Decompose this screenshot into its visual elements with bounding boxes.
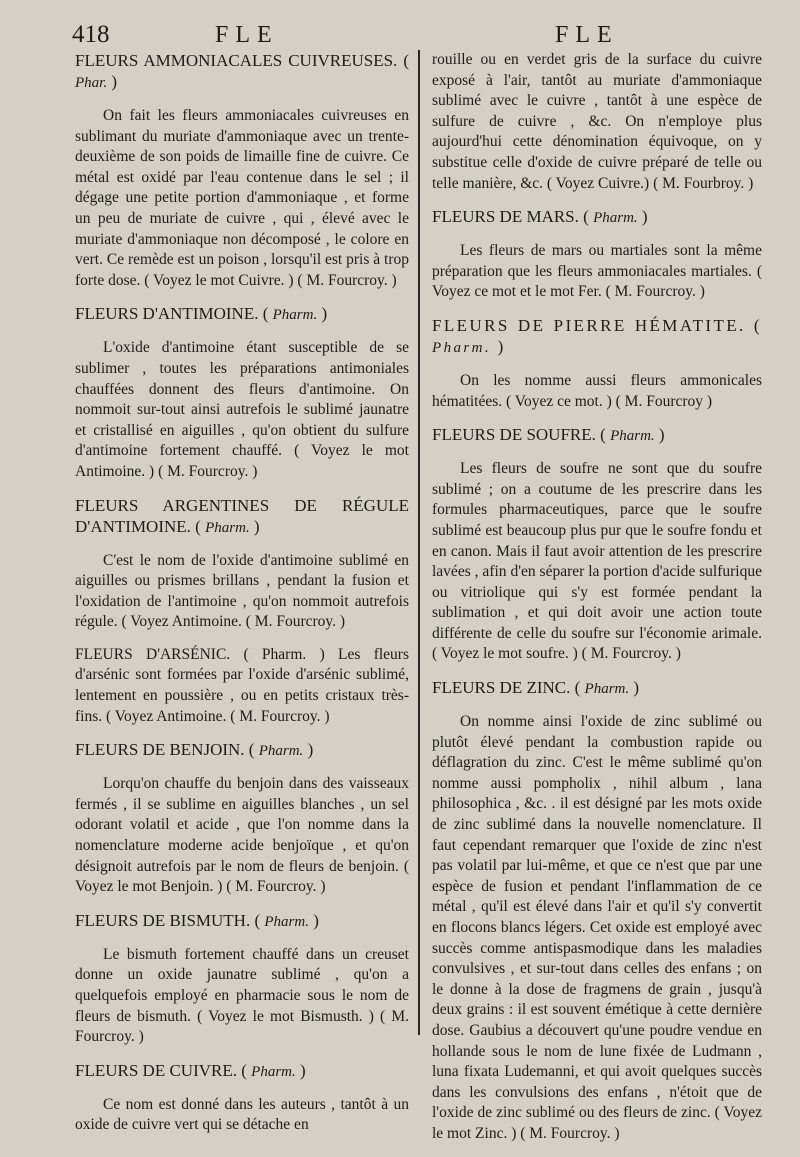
entry-paragraph: Les fleurs de soufre ne sont que du soufre sublimé ; on a coutume de les prescrire dans les formules pharmaceutiques, parce que le soufre sublimé est beaucoup plus pur que le soufre fondu et en canon. Mais il faut avoir attention de les prescrire lavées , afin d'en séparer la portion d'acide sulfurique ou vitriolique qui s'y est formée pendant la sublimation , et qui doit avoir une action toute différente de celle du soufre sur l'économie arimale. ( Voyez le mot soufre. ) ( M. Fourcroy. ) [432, 460, 762, 663]
entry-heading-title: FLEURS DE CUIVRE. [75, 1060, 237, 1080]
entry-paragraph: On les nomme aussi fleurs ammonicales hématitées. ( Voyez ce mot. ) ( M. Fourcroy ) [432, 371, 762, 410]
column-divider [418, 50, 420, 1035]
entry-heading: FLEURS DE BENJOIN. ( Pharm. ) [75, 740, 314, 760]
entry-heading-title: FLEURS DE BENJOIN. [75, 740, 245, 760]
entry-heading: FLEURS DE PIERRE HÉMATITE. ( Pharm. ) [432, 315, 762, 356]
entry-heading: FLEURS DE ZINC. ( Pharm. ) [432, 678, 640, 698]
entry-paragraph: FLEURS D'ARSÉNIC. ( Pharm. ) Les fleurs d'arsénic sont formées par l'oxide d'arsénic sublimé, lentement en poussière , ou en petits cristaux très-fins. ( Voyez Antimoine. ( M. Fourcroy. ) [75, 645, 409, 725]
entry-paragraph: On fait les fleurs ammoniacales cuivreuses en sublimant du muriate d'ammoniaque avec un trente-deuxième de son poids de limaille fine de cuivre. Ce métal est oxidé par l'eau contenue dans le sel ; il dégage une petite portion d'ammoniaque , et forme un peu de muriate de cuivre , qui , élevé avec le muriate d'ammoniaque non décomposé , le colore en vert. Ce remède est un poison , lorsqu'il est pris à trop forte dose. ( Voyez le mot Cuivre. ) ( M. Fourcroy. ) [75, 107, 409, 289]
entry-heading-tag: Pharm. [205, 519, 250, 536]
header-right-word: FLE [555, 22, 619, 48]
entry-heading-title: FLEURS DE BISMUTH. [75, 910, 251, 930]
entry-paragraph: On nomme ainsi l'oxide de zinc sublimé ou plutôt élevé pendant la combustion rapide ou déflagration du zinc. C'est le même sublimé qu'on nomme aussi pompholix , nihil album , lana philosophica , &c. . il est désigné par les mots oxide de zinc sublimé dans la nouvelle nomenclature. Il faut cependant remarquer que l'oxide de zinc n'est pas volatil par lui-même, et que ce n'est que par une espèce de fusion et pendant l'inflammation de ce métal , qu'il est élevé dans l'air et qu'il s'y convertit en flocons blancs légers. Cet oxide est employé avec succès comme antispasmodique dans les maladies convulsives , et sur-tout dans celles des enfans ; on le donne à la dose de fragmens de grain , jusqu'à deux grains : il est souvent émétique à cette dernière dose. Gaubius a découvert qu'une poudre vendue en hollande sous le nom de lune fixée de Ludmann , luna fixata Ludemanni, et qui avoit quelques succès dans les convulsions des enfans , n'étoit que de l'oxide de zinc sublimé ou des fleurs de zinc. ( Voyez le mot Zinc. ) ( M. Fourcroy. ) [432, 713, 762, 1142]
entry-heading-tag: Pharm. [264, 913, 309, 930]
header-left-word: FLE [215, 22, 279, 48]
entry-paragraph: L'oxide d'antimoine étant susceptible de se sublimer , toutes les préparations antimoniales chauffées donnent des fleurs d'antimoine. On nommoit sur-tout ainsi autrefois le sublimé jaunatre et cristallisé en aiguilles , qu'on obtient du sulfure d'antimoine fortement chauffé. ( Voyez le mot Antimoine. ) ( M. Fourcroy. ) [75, 339, 409, 480]
entry-heading-title: FLEURS AMMONIACALES CUIVREUSES. [75, 51, 398, 70]
entry-paragraph: Ce nom est donné dans les auteurs , tantôt à un oxide de cuivre vert qui se détache en [75, 1095, 409, 1134]
entry-heading-tag: Pharm. [272, 307, 318, 324]
entry-heading: FLEURS ARGENTINES DE RÉGULE D'ANTIMOINE. ( Pharm. ) [75, 495, 409, 536]
entry-heading-tag: Pharm. [251, 1063, 296, 1080]
right-column [432, 50, 762, 1157]
entry-heading-tag: Pharm. [584, 681, 630, 698]
entry-paragraph: Les fleurs de mars ou martiales sont la même préparation que les fleurs ammoniacales martiales. ( Voyez ce mot et le mot Fer. ( M. Fourcroy. ) [432, 242, 762, 301]
entry-heading-tag: Pharm. [258, 743, 304, 760]
entry-heading: FLEURS DE BISMUTH. ( Pharm. ) [75, 910, 319, 930]
entry-heading-title: FLEURS DE MARS. [432, 207, 579, 227]
entry-paragraph: Le bismuth fortement chauffé dans un creuset donne un oxide jaunatre sublimé , qu'on a quelquefois employé en pharmacie sous le nom de fleurs de bismuth. ( Voyez le mot Bismusth. ) ( M. Fourcroy. ) [75, 945, 409, 1046]
entry-heading: FLEURS DE SOUFRE. ( Pharm. ) [432, 425, 665, 445]
entry-heading-title: FLEURS DE SOUFRE. [432, 425, 596, 445]
entry-heading-tag: Pharm. [432, 339, 491, 356]
entry-heading-tag: Phar. [75, 75, 108, 91]
entry-heading: FLEURS D'ANTIMOINE. ( Pharm. ) [75, 304, 328, 324]
entry-paragraph: Lorqu'on chauffe du benjoin dans des vaisseaux fermés , il se sublime en aiguilles blanches , un sel odorant volatil et acide , que l'on nomme dans la nomenclature moderne acide benjoïque , et qu'on désignoit autrefois par le nom de fleurs de benjoin. ( Voyez le mot Benjoin. ) ( M. Fourcroy. ) [75, 775, 409, 896]
entry-heading-title: FLEURS ARGENTINES DE RÉGULE D'ANTIMOINE. [75, 495, 409, 536]
page-number: 418 [72, 21, 110, 48]
entry-heading-title: FLEURS D'ANTIMOINE. [75, 304, 259, 324]
entry-heading-title: FLEURS DE ZINC. [432, 678, 571, 698]
entry-heading-title: FLEURS DE PIERRE HÉMATITE. [432, 315, 746, 335]
entry-heading: FLEURS AMMONIACALES CUIVREUSES. ( Phar. ) [75, 51, 409, 91]
entry-heading: FLEURS DE MARS. ( Pharm. ) [432, 207, 648, 227]
entry-paragraph: C'est le nom de l'oxide d'antimoine sublimé en aiguilles ou prismes brillans , pendant la fusion et l'oxidation de l'antimoine , qu'on nommoit autrefois régule. ( Voyez Antimoine. ( M. Fourcroy. ) [75, 551, 409, 631]
entry-paragraph: rouille ou en verdet gris de la surface du cuivre exposé à l'air, tantôt au muriate d'ammoniaque sublimé avec le cuivre , tantôt à une espèce de sulfure de cuivre , &c. On n'employe plus aujourd'hui cette dénomination équivoque, on y substitue celle d'oxide de cuivre préparé de telle ou telle manière, &c. ( Voyez Cuivre.) ( M. Fourbroy. ) [432, 51, 762, 192]
entry-heading-tag: Pharm. [593, 210, 638, 227]
entry-heading: FLEURS DE CUIVRE. ( Pharm. ) [75, 1060, 306, 1080]
running-header [0, 18, 800, 52]
left-column [75, 50, 409, 1148]
entry-heading-tag: Pharm. [610, 428, 655, 445]
